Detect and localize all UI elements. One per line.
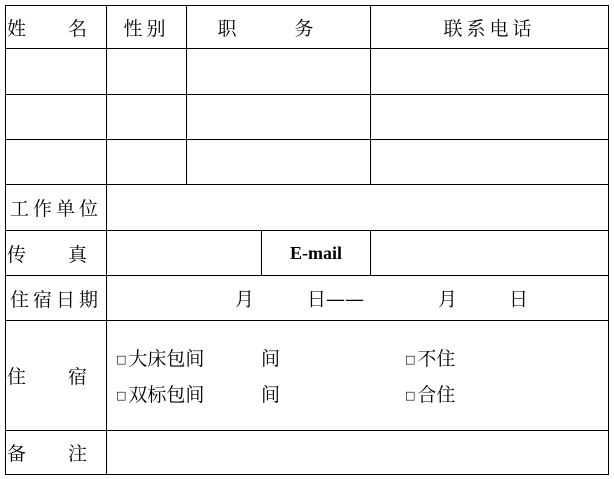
checkbox-icon[interactable]: □: [116, 389, 127, 402]
fax-field[interactable]: [107, 231, 262, 276]
checkbox-icon[interactable]: □: [116, 353, 127, 366]
phone-field[interactable]: [371, 49, 609, 95]
king-room-option[interactable]: [116, 344, 204, 371]
name-field[interactable]: [6, 49, 107, 95]
remarks-label: 备 注: [6, 431, 107, 475]
phone-field[interactable]: [371, 140, 609, 185]
no-stay-option[interactable]: [405, 344, 455, 371]
attendee-row: [6, 95, 609, 140]
header-position: 职 务: [187, 6, 371, 49]
header-row: [6, 6, 609, 49]
gender-field[interactable]: [107, 95, 187, 140]
shared-label: 合住: [417, 384, 456, 406]
name-field[interactable]: [6, 95, 107, 140]
name-field[interactable]: [6, 140, 107, 185]
checkbox-icon[interactable]: □: [405, 389, 416, 402]
remarks-field[interactable]: [107, 431, 609, 475]
work-unit-row: [6, 185, 609, 231]
checkbox-icon[interactable]: □: [405, 353, 416, 366]
header-gender: 性别: [107, 6, 187, 49]
king-room-label: 大床包间: [128, 348, 205, 370]
header-phone: 联系电话: [371, 6, 609, 49]
fax-email-row: [6, 231, 609, 276]
email-field[interactable]: [371, 231, 609, 276]
king-room-unit: 间: [261, 348, 281, 370]
start-day-label: 日——: [307, 288, 365, 311]
stay-dates-field[interactable]: [107, 276, 609, 321]
phone-field[interactable]: [371, 95, 609, 140]
lodging-label: 住 宿: [6, 321, 107, 431]
start-month-label: 月: [235, 288, 255, 311]
position-field[interactable]: [187, 49, 371, 95]
stay-dates-row: [6, 276, 609, 321]
work-unit-label: 工作单位: [6, 185, 107, 231]
remarks-row: [6, 431, 609, 475]
attendee-row: [6, 140, 609, 185]
lodging-options: [107, 321, 609, 431]
stay-dates-label: 住宿日期: [6, 276, 107, 321]
attendee-row: [6, 49, 609, 95]
no-stay-label: 不住: [417, 348, 456, 370]
shared-option[interactable]: [405, 380, 455, 407]
header-name: 姓 名: [6, 6, 107, 49]
twin-room-option[interactable]: [116, 380, 204, 407]
work-unit-field[interactable]: [107, 185, 609, 231]
fax-label: 传 真: [6, 231, 107, 276]
twin-room-label: 双标包间: [128, 384, 205, 406]
end-month-label: 月: [438, 288, 458, 311]
lodging-row: [6, 321, 609, 431]
registration-form: [5, 5, 609, 475]
position-field[interactable]: [187, 95, 371, 140]
end-day-label: 日: [509, 288, 529, 311]
twin-room-unit: 间: [261, 384, 281, 406]
gender-field[interactable]: [107, 49, 187, 95]
gender-field[interactable]: [107, 140, 187, 185]
email-label: E-mail: [262, 231, 371, 276]
position-field[interactable]: [187, 140, 371, 185]
